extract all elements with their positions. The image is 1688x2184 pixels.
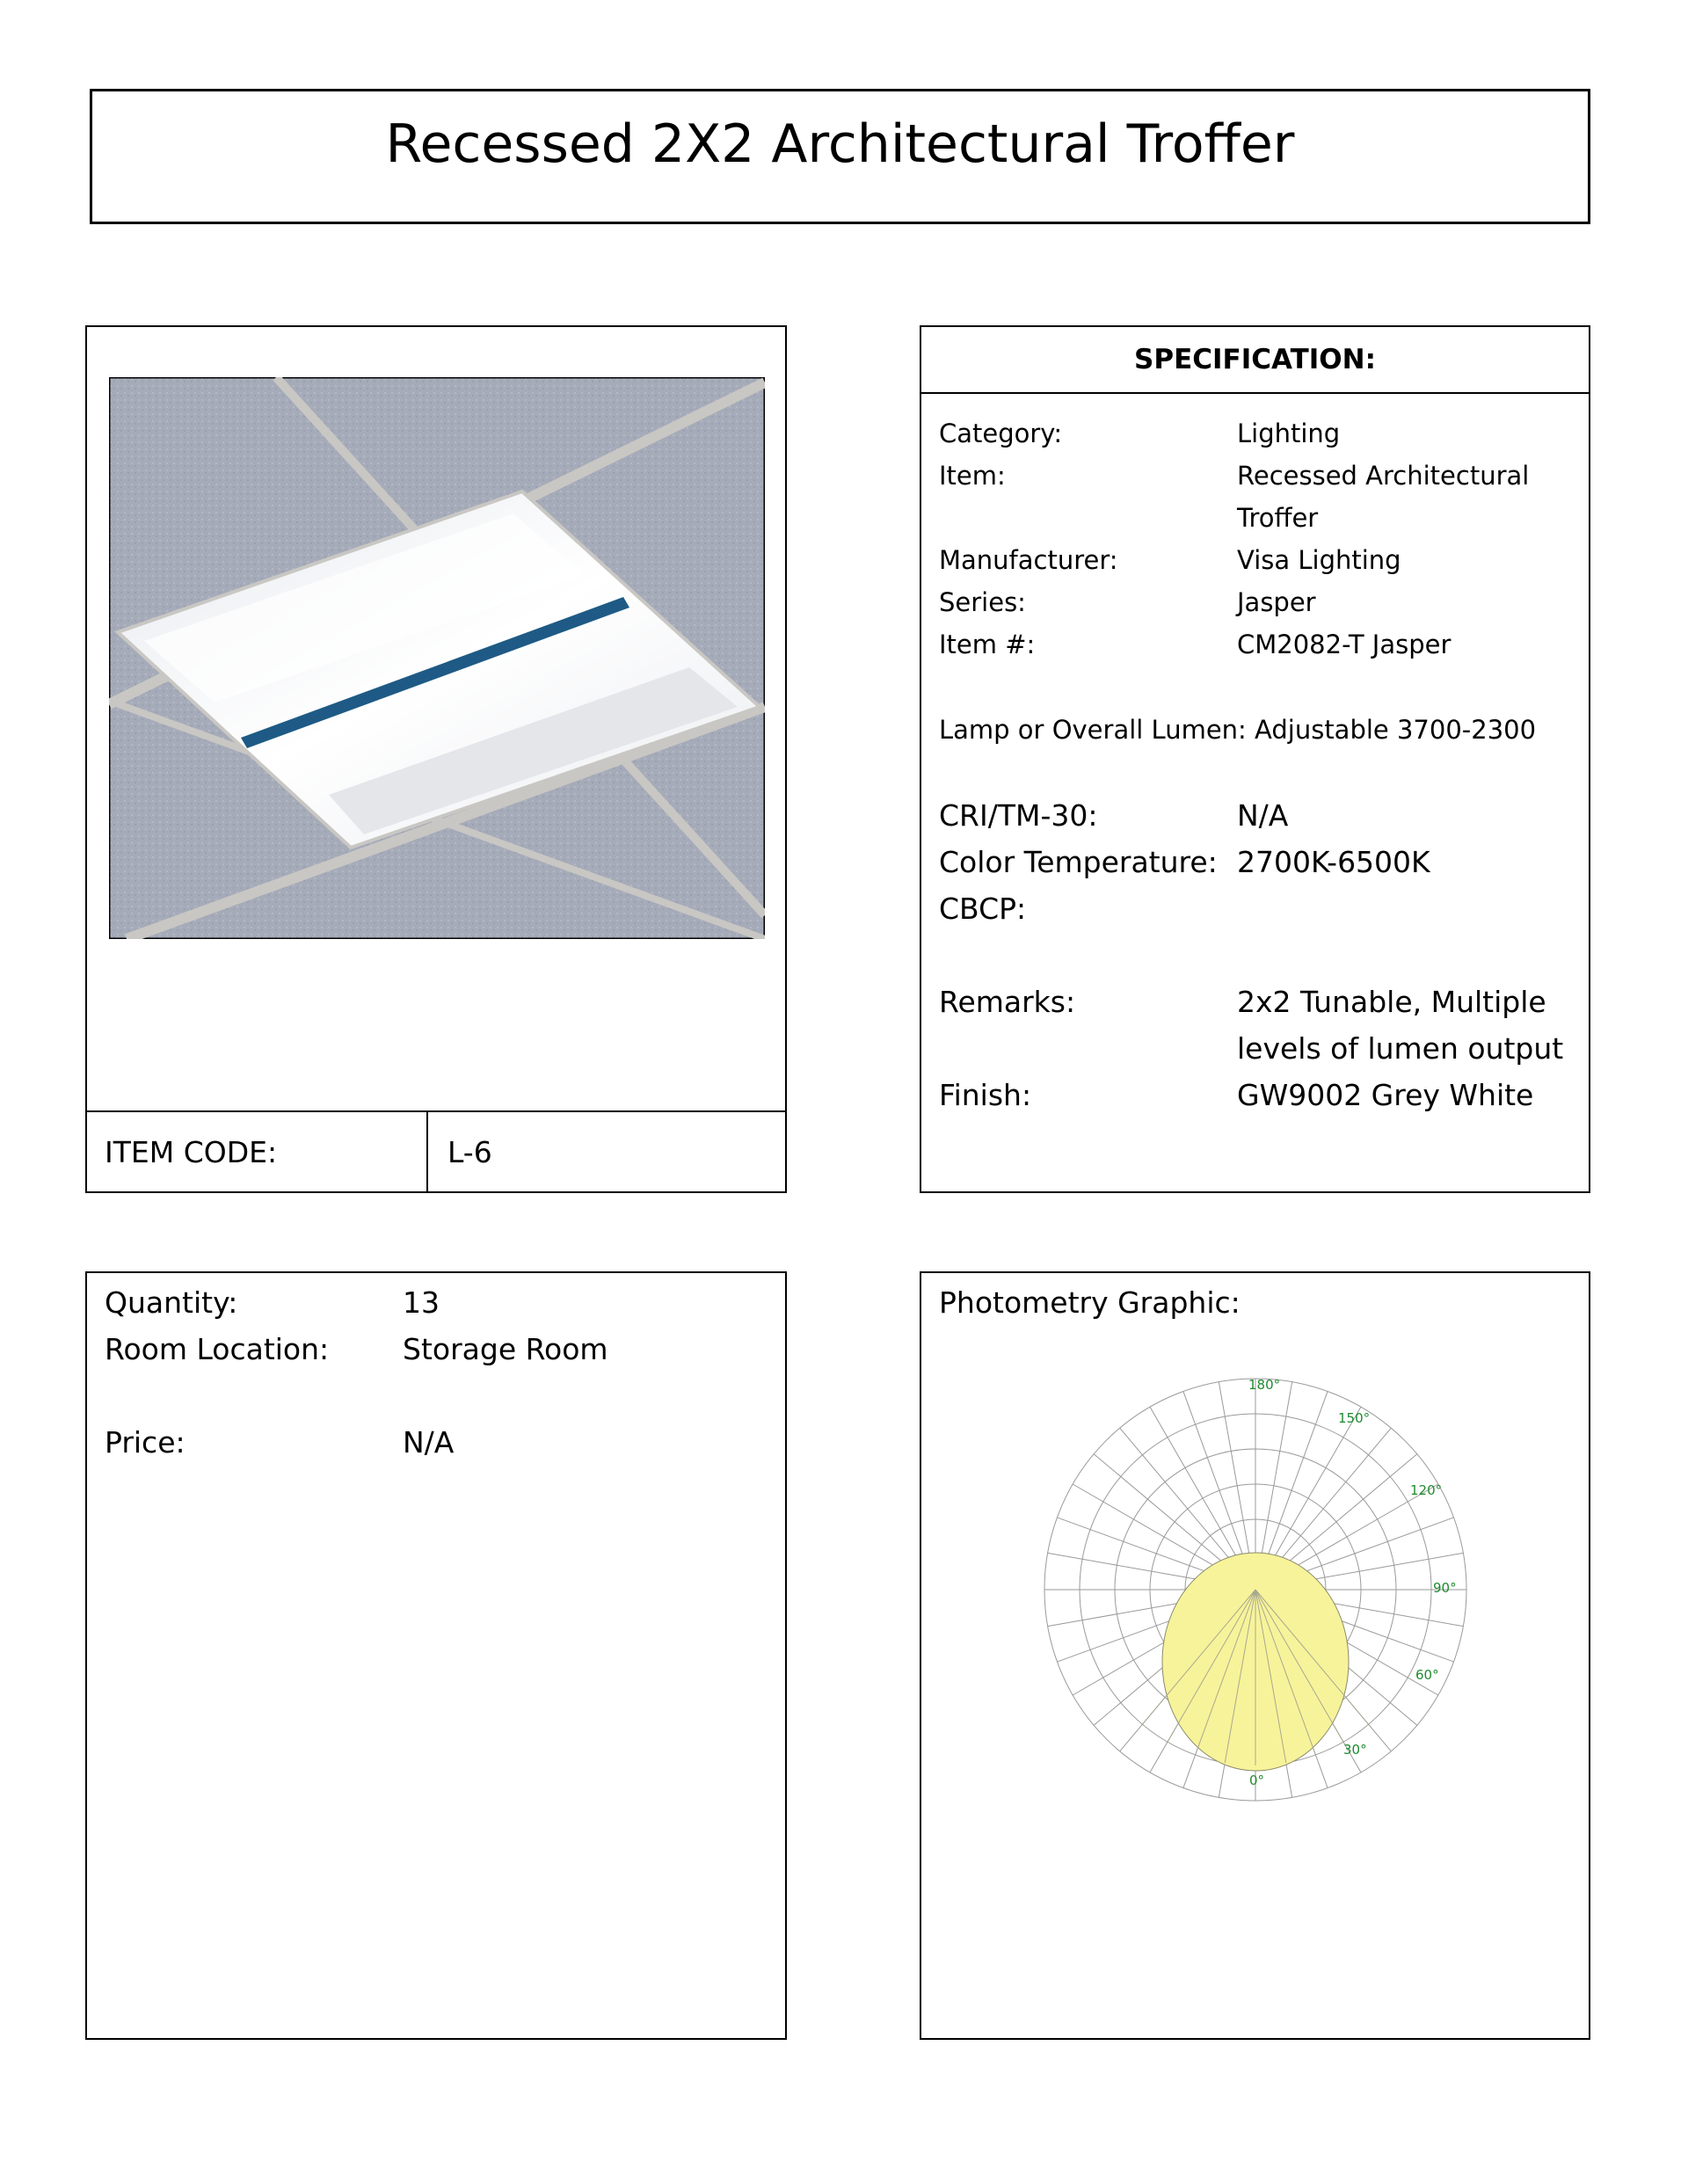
item-code-label: ITEM CODE: <box>105 1134 278 1169</box>
remarks-line2: levels of lumen output <box>1237 1031 1564 1066</box>
item-number-value: CM2082-T Jasper <box>1237 630 1452 659</box>
category-label: Category: <box>939 419 1063 448</box>
cri-value: N/A <box>1237 798 1289 833</box>
cell-divider <box>426 1112 428 1191</box>
polar-grid-spoke <box>1183 1391 1243 1556</box>
category-value: Lighting <box>1237 419 1341 448</box>
cri-label: CRI/TM-30: <box>939 798 1098 833</box>
angle-label-180: 180° <box>1248 1377 1281 1393</box>
item-value-line1: Recessed Architectural <box>1237 461 1530 491</box>
project-info-panel <box>85 1271 787 2040</box>
quantity-label: Quantity: <box>105 1285 238 1320</box>
finish-label: Finish: <box>939 1078 1032 1112</box>
specification-heading: SPECIFICATION: <box>921 327 1589 394</box>
polar-grid-spoke <box>1057 1518 1222 1577</box>
remarks-label: Remarks: <box>939 985 1076 1019</box>
polar-grid-spoke <box>1120 1428 1233 1562</box>
series-label: Series: <box>939 587 1026 617</box>
color-temp-value: 2700K-6500K <box>1237 845 1430 879</box>
angle-label-120: 120° <box>1410 1482 1443 1498</box>
photometry-title: Photometry Graphic: <box>939 1285 1241 1320</box>
finish-value: GW9002 Grey White <box>1237 1078 1534 1112</box>
color-temp-label: Color Temperature: <box>939 845 1218 879</box>
room-label: Room Location: <box>105 1332 330 1366</box>
manufacturer-value: Visa Lighting <box>1237 545 1401 575</box>
price-value: N/A <box>403 1425 455 1460</box>
product-image-panel <box>85 325 787 1193</box>
product-photo <box>109 377 765 939</box>
angle-label-30: 30° <box>1343 1742 1367 1758</box>
cbcp-label: CBCP: <box>939 892 1027 926</box>
polar-grid-spoke <box>1289 1518 1454 1577</box>
series-value: Jasper <box>1237 587 1316 617</box>
photometry-panel <box>920 1271 1590 2040</box>
angle-label-0: 0° <box>1249 1773 1265 1788</box>
remarks-line1: 2x2 Tunable, Multiple <box>1237 985 1546 1019</box>
polar-grid-spoke <box>1278 1428 1392 1562</box>
title-box <box>90 89 1590 224</box>
polar-grid-spoke <box>1268 1391 1328 1556</box>
specification-panel <box>920 325 1590 1193</box>
manufacturer-label: Manufacturer: <box>939 545 1118 575</box>
lumen-text: Lamp or Overall Lumen: Adjustable 3700-2300 <box>939 715 1537 745</box>
item-value-line2: Troffer <box>1237 503 1319 533</box>
item-code-value: L-6 <box>447 1134 492 1169</box>
price-label: Price: <box>105 1425 186 1460</box>
item-label: Item: <box>939 461 1006 491</box>
item-code-row <box>87 1110 785 1191</box>
quantity-value: 13 <box>403 1285 440 1320</box>
angle-label-60: 60° <box>1415 1667 1439 1683</box>
angle-label-150: 150° <box>1338 1410 1371 1426</box>
polar-grid-spoke <box>1283 1454 1417 1568</box>
polar-grid-spoke <box>1094 1454 1228 1568</box>
polar-grid-spoke <box>1262 1382 1292 1555</box>
polar-grid-spoke <box>1219 1382 1249 1555</box>
item-number-label: Item #: <box>939 630 1036 659</box>
page-title: Recessed 2X2 Architectural Troffer <box>385 113 1295 175</box>
photometry-polar-graphic <box>1036 1370 1475 1809</box>
room-value: Storage Room <box>403 1332 608 1366</box>
angle-label-90: 90° <box>1433 1580 1457 1596</box>
